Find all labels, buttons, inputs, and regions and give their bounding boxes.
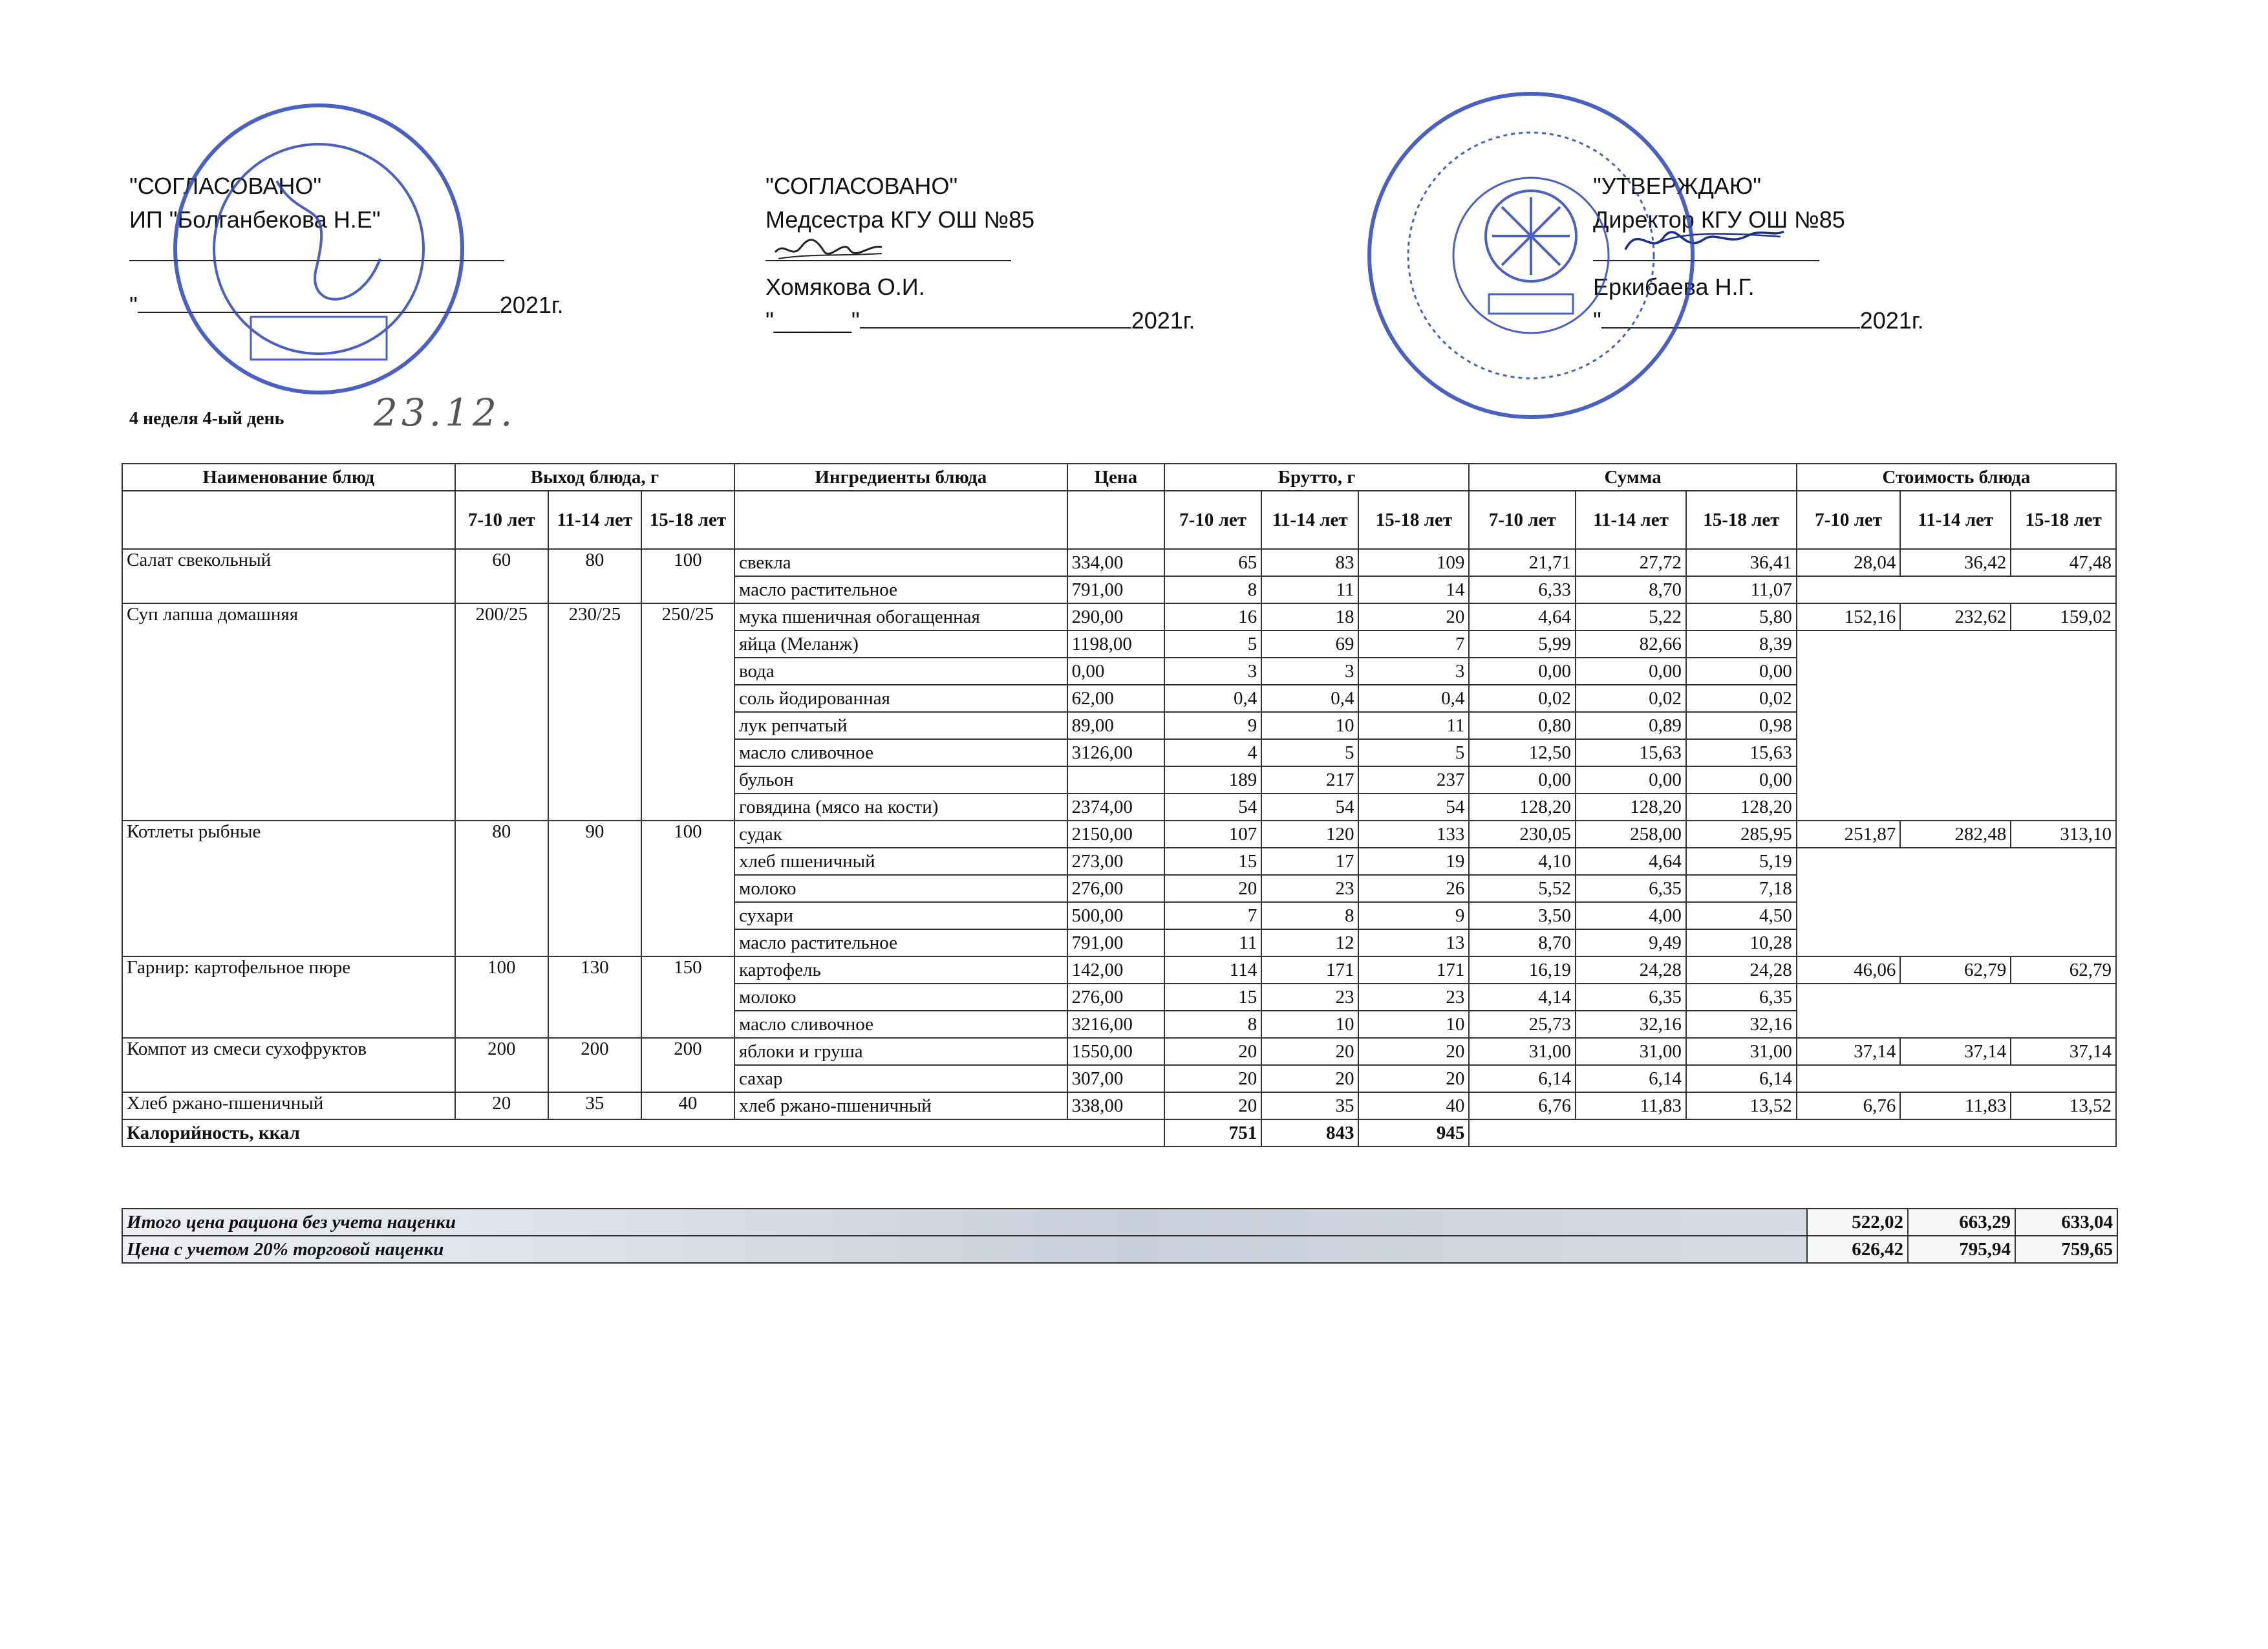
ingredient-sum: 4,50 [1686,902,1797,929]
ingredient-sum: 4,10 [1469,848,1576,875]
ingredient-brutto: 10 [1261,1011,1358,1038]
approval-2-name: Хомякова О.И. [765,274,925,300]
ingredient-sum: 11,83 [1576,1092,1686,1119]
dish-cost: 62,79 [2011,956,2116,984]
totals-body [122,1209,2117,1263]
ingredient-sum: 4,64 [1576,848,1686,875]
col-sum: Сумма [1469,464,1796,491]
ingredient-sum: 0,00 [1686,658,1797,685]
ingredient-sum: 31,00 [1686,1038,1797,1065]
dish-cost: 37,14 [1797,1038,1901,1065]
age-header: 7-10 лет [455,491,548,549]
dish-cost: 37,14 [2011,1038,2116,1065]
menu-table [122,463,2117,1147]
dish-output: 35 [548,1092,641,1119]
dish-output: 200 [641,1038,734,1092]
dish-name: Компот из смеси сухофруктов [122,1038,455,1092]
ingredient-sum: 3,50 [1469,902,1576,929]
table-row [122,549,2116,576]
dish-output: 100 [455,956,548,1038]
ingredient-brutto: 54 [1261,793,1358,821]
dish-name: Котлеты рыбные [122,821,455,956]
totals-value: 795,94 [1908,1236,2015,1263]
ingredient-name: масло растительное [734,576,1067,603]
ingredient-brutto: 35 [1261,1092,1358,1119]
approval-1-date-line: " 2021г. [129,292,564,318]
dish-output: 200/25 [455,603,548,821]
approval-3-org: Директор КГУ ОШ №85 [1593,206,1845,233]
ingredient-brutto: 8 [1164,576,1261,603]
ingredient-brutto: 19 [1358,848,1469,875]
ingredient-price: 1198,00 [1067,630,1164,658]
age-header: 11-14 лет [548,491,641,549]
age-header: 7-10 лет [1164,491,1261,549]
ingredient-sum: 5,19 [1686,848,1797,875]
dish-cost: 37,14 [1900,1038,2011,1065]
handwritten-date: 23.12. [374,391,517,435]
ingredient-sum: 128,20 [1469,793,1576,821]
table-row [122,821,2116,848]
dish-cost: 62,79 [1900,956,2011,984]
ingredient-brutto: 20 [1358,1065,1469,1092]
ingredient-sum: 6,76 [1469,1092,1576,1119]
ingredient-sum: 24,28 [1686,956,1797,984]
dish-output: 200 [455,1038,548,1092]
ingredient-sum: 11,07 [1686,576,1797,603]
dish-output: 80 [455,821,548,956]
dish-output: 60 [455,549,548,603]
ingredient-name: свекла [734,549,1067,576]
approval-block-2 [765,169,1195,338]
ingredient-sum: 4,64 [1469,603,1576,630]
dish-name: Суп лапша домашняя [122,603,455,821]
ingredient-price: 89,00 [1067,712,1164,739]
totals-value: 626,42 [1807,1236,1908,1263]
ingredient-brutto: 8 [1261,902,1358,929]
ingredient-brutto: 0,4 [1358,685,1469,712]
ingredient-brutto: 12 [1261,929,1358,956]
dish-cost: 251,87 [1797,821,1901,848]
dish-output: 90 [548,821,641,956]
ingredient-brutto: 20 [1261,1065,1358,1092]
ingredient-name: масло сливочное [734,739,1067,766]
calories-label: Калорийность, ккал [122,1119,1164,1147]
cost-empty [1797,630,2116,821]
ingredient-name: молоко [734,984,1067,1011]
dish-cost: 28,04 [1797,549,1901,576]
ingredient-sum: 0,00 [1576,766,1686,793]
ingredient-sum: 0,00 [1469,766,1576,793]
ingredient-sum: 82,66 [1576,630,1686,658]
dish-cost: 46,06 [1797,956,1901,984]
ingredient-sum: 128,20 [1576,793,1686,821]
ingredient-sum: 21,71 [1469,549,1576,576]
ingredient-sum: 27,72 [1576,549,1686,576]
ingredient-sum: 0,02 [1686,685,1797,712]
header-row-1 [122,464,2116,491]
calories-value: 751 [1164,1119,1261,1147]
approval-2-date-line: "______" 2021г. [765,307,1195,334]
ingredient-sum: 32,16 [1576,1011,1686,1038]
ingredient-brutto: 9 [1164,712,1261,739]
ingredient-brutto: 217 [1261,766,1358,793]
ingredient-sum: 6,35 [1576,984,1686,1011]
dish-output: 230/25 [548,603,641,821]
ingredient-brutto: 23 [1261,875,1358,902]
ingredient-brutto: 171 [1261,956,1358,984]
approval-1-title: "СОГЛАСОВАНО" [129,173,322,199]
ingredient-name: хлеб ржано-пшеничный [734,1092,1067,1119]
ingredient-price: 62,00 [1067,685,1164,712]
age-header: 11-14 лет [1576,491,1686,549]
ingredient-brutto: 10 [1358,1011,1469,1038]
age-header: 15-18 лет [641,491,734,549]
dish-name: Хлеб ржано-пшеничный [122,1092,455,1119]
dish-cost: 313,10 [2011,821,2116,848]
ingredient-sum: 15,63 [1576,739,1686,766]
left-stamp [167,97,471,401]
ingredient-sum: 128,20 [1686,793,1797,821]
ingredient-brutto: 0,4 [1261,685,1358,712]
ingredient-price: 338,00 [1067,1092,1164,1119]
approval-1-year: 2021г. [499,292,564,318]
ingredient-brutto: 16 [1164,603,1261,630]
approval-1-org: ИП "Болганбекова Н.Е" [129,206,381,233]
menu-body [122,549,2116,1147]
ingredient-sum: 15,63 [1686,739,1797,766]
ingredient-brutto: 13 [1358,929,1469,956]
cost-empty [1797,1065,2116,1092]
approval-2-year: 2021г. [1131,307,1195,334]
ingredient-price: 2150,00 [1067,821,1164,848]
ingredient-sum: 6,14 [1576,1065,1686,1092]
col-brutto: Брутто, г [1164,464,1469,491]
age-header: 7-10 лет [1469,491,1576,549]
ingredient-price: 2374,00 [1067,793,1164,821]
ingredient-brutto: 5 [1261,739,1358,766]
dish-output: 200 [548,1038,641,1092]
ingredient-brutto: 9 [1358,902,1469,929]
totals-table [122,1208,2118,1264]
col-dish: Наименование блюд [122,464,455,491]
header-empty [734,491,1067,549]
ingredient-sum: 32,16 [1686,1011,1797,1038]
ingredient-sum: 25,73 [1469,1011,1576,1038]
ingredient-brutto: 20 [1261,1038,1358,1065]
age-header: 15-18 лет [1686,491,1797,549]
ingredient-sum: 6,33 [1469,576,1576,603]
ingredient-price: 142,00 [1067,956,1164,984]
ingredient-brutto: 7 [1164,902,1261,929]
header-empty [122,491,455,549]
ingredient-name: говядина (мясо на кости) [734,793,1067,821]
totals-row [122,1236,2117,1263]
dish-cost: 36,42 [1900,549,2011,576]
age-header: 15-18 лет [2011,491,2116,549]
ingredient-sum: 0,89 [1576,712,1686,739]
ingredient-brutto: 120 [1261,821,1358,848]
ingredient-price: 290,00 [1067,603,1164,630]
dish-cost: 6,76 [1797,1092,1901,1119]
dish-cost: 232,62 [1900,603,2011,630]
ingredient-sum: 0,02 [1469,685,1576,712]
ingredient-brutto: 171 [1358,956,1469,984]
ingredient-sum: 8,70 [1469,929,1576,956]
ingredient-brutto: 69 [1261,630,1358,658]
ingredient-brutto: 54 [1164,793,1261,821]
ingredient-price: 276,00 [1067,875,1164,902]
ingredient-name: хлеб пшеничный [734,848,1067,875]
ingredient-sum: 5,80 [1686,603,1797,630]
dish-output: 40 [641,1092,734,1119]
ingredient-brutto: 11 [1261,576,1358,603]
age-header: 15-18 лет [1358,491,1469,549]
ingredient-brutto: 20 [1164,1065,1261,1092]
col-ingredients: Ингредиенты блюда [734,464,1067,491]
ingredient-sum: 230,05 [1469,821,1576,848]
approval-2-org: Медсестра КГУ ОШ №85 [765,206,1035,233]
ingredient-sum: 0,00 [1576,658,1686,685]
approval-3-title: "УТВЕРЖДАЮ" [1593,173,1762,199]
ingredient-sum: 5,22 [1576,603,1686,630]
ingredient-brutto: 3 [1261,658,1358,685]
ingredient-name: бульон [734,766,1067,793]
ingredient-price: 307,00 [1067,1065,1164,1092]
calories-empty [1469,1119,2116,1147]
dish-cost: 152,16 [1797,603,1901,630]
ingredient-price: 500,00 [1067,902,1164,929]
ingredient-brutto: 83 [1261,549,1358,576]
dish-cost: 159,02 [2011,603,2116,630]
ingredient-name: масло растительное [734,929,1067,956]
ingredient-price: 791,00 [1067,576,1164,603]
ingredient-sum: 4,00 [1576,902,1686,929]
ingredient-brutto: 3 [1164,658,1261,685]
cost-empty [1797,848,2116,956]
totals-value: 663,29 [1908,1209,2015,1236]
ingredient-name: лук репчатый [734,712,1067,739]
calories-value: 945 [1358,1119,1469,1147]
approval-2-signature-line [765,237,1195,270]
ingredient-sum: 258,00 [1576,821,1686,848]
ingredient-brutto: 7 [1358,630,1469,658]
ingredient-sum: 6,14 [1686,1065,1797,1092]
ingredient-sum: 24,28 [1576,956,1686,984]
dish-name: Салат свекольный [122,549,455,603]
ingredient-brutto: 10 [1261,712,1358,739]
ingredient-sum: 13,52 [1686,1092,1797,1119]
ingredient-price: 0,00 [1067,658,1164,685]
ingredient-name: яблоки и груша [734,1038,1067,1065]
header-row-2 [122,491,2116,549]
cost-empty [1797,984,2116,1038]
right-stamp [1363,87,1699,424]
totals-label: Итого цена рациона без учета наценки [122,1209,1807,1236]
handwritten-signature-2 [772,228,888,266]
ingredient-price: 276,00 [1067,984,1164,1011]
dish-output: 100 [641,821,734,956]
approval-3-name: Еркибаева Н.Г. [1593,274,1755,300]
ingredient-name: мука пшеничная обогащенная [734,603,1067,630]
ingredient-price: 1550,00 [1067,1038,1164,1065]
ingredient-brutto: 3 [1358,658,1469,685]
ingredient-sum: 4,14 [1469,984,1576,1011]
day-label: 4 неделя 4-ый день [129,409,284,429]
ingredient-brutto: 4 [1164,739,1261,766]
calories-value: 843 [1261,1119,1358,1147]
dish-cost: 11,83 [1900,1092,2011,1119]
ingredient-sum: 6,14 [1469,1065,1576,1092]
ingredient-price: 273,00 [1067,848,1164,875]
dish-output: 250/25 [641,603,734,821]
ingredient-brutto: 20 [1358,1038,1469,1065]
approval-3-year: 2021г. [1859,307,1924,334]
ingredient-name: молоко [734,875,1067,902]
col-cost: Стоимость блюда [1797,464,2116,491]
ingredient-brutto: 20 [1358,603,1469,630]
ingredient-sum: 10,28 [1686,929,1797,956]
ingredient-brutto: 40 [1358,1092,1469,1119]
dish-cost: 13,52 [2011,1092,2116,1119]
ingredient-brutto: 23 [1261,984,1358,1011]
ingredient-brutto: 8 [1164,1011,1261,1038]
totals-value: 522,02 [1807,1209,1908,1236]
ingredient-sum: 0,00 [1469,658,1576,685]
ingredient-brutto: 189 [1164,766,1261,793]
ingredient-sum: 0,00 [1686,766,1797,793]
ingredient-sum: 36,41 [1686,549,1797,576]
ingredient-sum: 16,19 [1469,956,1576,984]
ingredient-brutto: 11 [1358,712,1469,739]
ingredient-price: 3216,00 [1067,1011,1164,1038]
approval-2-title: "СОГЛАСОВАНО" [765,173,958,199]
dish-output: 130 [548,956,641,1038]
ingredient-brutto: 15 [1164,848,1261,875]
totals-value: 633,04 [2015,1209,2117,1236]
ingredient-brutto: 17 [1261,848,1358,875]
dish-cost: 282,48 [1900,821,2011,848]
cost-empty [1797,576,2116,603]
ingredient-name: сахар [734,1065,1067,1092]
dish-name: Гарнир: картофельное пюре [122,956,455,1038]
age-header: 11-14 лет [1900,491,2011,549]
ingredient-price: 791,00 [1067,929,1164,956]
ingredient-sum: 8,39 [1686,630,1797,658]
dish-output: 150 [641,956,734,1038]
ingredient-sum: 0,80 [1469,712,1576,739]
ingredient-sum: 6,35 [1686,984,1797,1011]
ingredient-brutto: 54 [1358,793,1469,821]
totals-value: 759,65 [2015,1236,2117,1263]
ingredient-sum: 31,00 [1576,1038,1686,1065]
ingredient-brutto: 18 [1261,603,1358,630]
ingredient-brutto: 133 [1358,821,1469,848]
ingredient-sum: 5,99 [1469,630,1576,658]
ingredient-brutto: 26 [1358,875,1469,902]
ingredient-name: вода [734,658,1067,685]
ingredient-name: масло сливочное [734,1011,1067,1038]
ingredient-brutto: 107 [1164,821,1261,848]
ingredient-brutto: 5 [1164,630,1261,658]
ingredient-name: сухари [734,902,1067,929]
ingredient-price: 3126,00 [1067,739,1164,766]
dish-output: 80 [548,549,641,603]
ingredient-name: картофель [734,956,1067,984]
header-empty [1067,491,1164,549]
ingredient-brutto: 237 [1358,766,1469,793]
ingredient-sum: 5,52 [1469,875,1576,902]
ingredient-brutto: 114 [1164,956,1261,984]
ingredient-brutto: 15 [1164,984,1261,1011]
ingredient-sum: 0,02 [1576,685,1686,712]
ingredient-price [1067,766,1164,793]
ingredient-brutto: 14 [1358,576,1469,603]
table-row [122,1038,2116,1065]
calories-row [122,1119,2116,1147]
ingredient-brutto: 20 [1164,1092,1261,1119]
dish-cost: 47,48 [2011,549,2116,576]
ingredient-sum: 8,70 [1576,576,1686,603]
ingredient-sum: 0,98 [1686,712,1797,739]
ingredient-brutto: 109 [1358,549,1469,576]
totals-label: Цена с учетом 20% торговой наценки [122,1236,1807,1263]
ingredient-brutto: 65 [1164,549,1261,576]
ingredient-sum: 12,50 [1469,739,1576,766]
ingredient-brutto: 5 [1358,739,1469,766]
approval-3-date-line: " 2021г. [1593,307,1924,334]
dish-output: 100 [641,549,734,603]
col-price: Цена [1067,464,1164,491]
ingredient-sum: 31,00 [1469,1038,1576,1065]
ingredient-name: судак [734,821,1067,848]
ingredient-brutto: 11 [1164,929,1261,956]
totals-row [122,1209,2117,1236]
table-row [122,1092,2116,1119]
ingredient-sum: 9,49 [1576,929,1686,956]
ingredient-brutto: 23 [1358,984,1469,1011]
ingredient-brutto: 20 [1164,1038,1261,1065]
ingredient-brutto: 20 [1164,875,1261,902]
ingredient-price: 334,00 [1067,549,1164,576]
ingredient-name: соль йодированная [734,685,1067,712]
age-header: 7-10 лет [1797,491,1901,549]
ingredient-sum: 7,18 [1686,875,1797,902]
ingredient-sum: 285,95 [1686,821,1797,848]
ingredient-sum: 6,35 [1576,875,1686,902]
ingredient-brutto: 0,4 [1164,685,1261,712]
dish-output: 20 [455,1092,548,1119]
table-row [122,603,2116,630]
age-header: 11-14 лет [1261,491,1358,549]
table-row [122,956,2116,984]
col-output: Выход блюда, г [455,464,734,491]
ingredient-name: яйца (Меланж) [734,630,1067,658]
